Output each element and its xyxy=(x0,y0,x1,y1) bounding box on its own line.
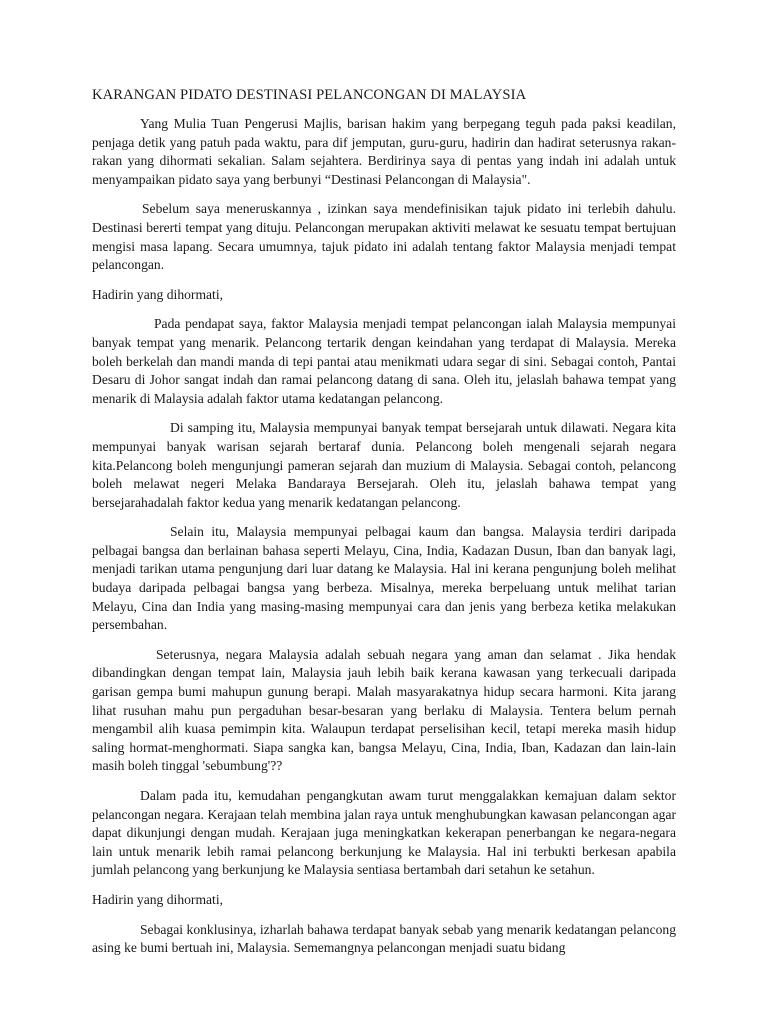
paragraph-conclusion: Sebagai konklusinya, izharlah bahawa terdapat banyak sebab yang menarik kedatangan pelancong asing ke bumi bertuah ini, Malaysia. Sememangnya pelancongan menjadi suatu bidang xyxy=(92,921,676,956)
paragraph-greeting: Hadirin yang dihormati, xyxy=(92,286,223,302)
paragraph-attractive-places: Pada pendapat saya, faktor Malaysia menjadi tempat pelancongan ialah Malaysia mempunyai banyak tempat yang menarik. Pelancong tertarik dengan keindahan yang terdapat di Malaysia. Mereka boleh berkelah dan mandi manda di tepi pantai atau menikmati udara segar di sini. Sebagai contoh, Pantai Desaru di Johor sangat indah dan ramai pelancong datang di sana. Oleh itu, jelaslah bahawa tempat yang menarik di Malaysia adalah faktor utama kedatangan pelancong. xyxy=(92,316,676,406)
paragraph-greeting-2: Hadirin yang dihormati, xyxy=(92,891,223,907)
paragraph-definition: Sebelum saya meneruskannya , izinkan saya mendefinisikan tajuk pidato ini terlebih dahulu. Destinasi bererti tempat yang dituju. Pelancongan merupakan aktiviti melawat ke sesuatu tempat bertujuan mengisi masa lapang. Secara umumnya, tajuk pidato ini adalah tentang faktor Malaysia menjadi tempat pelancongan. xyxy=(92,201,676,273)
document-title: KARANGAN PIDATO DESTINASI PELANCONGAN DI MALAYSIA xyxy=(92,87,527,103)
paragraph-opening: Yang Mulia Tuan Pengerusi Majlis, barisan hakim yang berpegang teguh pada paksi keadilan, penjaga detik yang patuh pada waktu, para dif jemputan, guru-guru, hadirin dan hadirat seterusnya rakan-rakan yang dihormati sekalian. Salam sejahtera. Berdirinya saya di pentas yang indah ini adalah untuk menyampaikan pidato saya yang berbunyi “Destinasi Pelancongan di Malaysia". xyxy=(92,116,676,187)
paragraph-historical-places: Di samping itu, Malaysia mempunyai banyak tempat bersejarah untuk dilawati. Negara kita mempunyai banyak warisan sejarah bertaraf dunia. Pelancong boleh mengenali sejarah negara kita.Pelancong boleh mengunjungi pameran sejarah dan muzium di Malaysia. Sebagai contoh, pelancong boleh melawat negeri Melaka Bandaraya Bersejarah. Oleh itu, jelaslah bahawa tempat yang bersejarahadalah faktor kedua yang menarik kedatangan pelancong. xyxy=(92,420,676,510)
paragraph-transport: Dalam pada itu, kemudahan pengangkutan awam turut menggalakkan kemajuan dalam sektor pelancongan negara. Kerajaan telah membina jalan raya untuk menghubungkan kawasan pelancongan agar dapat dikunjungi dengan mudah. Kerajaan juga meningkatkan kekerapan penerbangan ke negara-negara lain untuk menarik lebih ramai pelancong berkunjung ke Malaysia. Hal ini terbukti berkesan apabila jumlah pelancong yang berkunjung ke Malaysia sentiasa bertambah dari setahun ke setahun. xyxy=(92,788,676,878)
paragraph-ethnic-diversity: Selain itu, Malaysia mempunyai pelbagai kaum dan bangsa. Malaysia terdiri daripada pelbagai bangsa dan berlainan bahasa seperti Melayu, Cina, India, Kadazan Dusun, Iban dan banyak lagi, menjadi tarikan utama pengunjung dari luar datang ke Malaysia. Hal ini kerana pengunjung boleh melihat budaya daripada pelbagai bangsa yang berbeza. Misalnya, mereka berpeluang untuk melihat tarian Melayu, Cina dan India yang masing-masing mempunyai cara dan jenis yang berbeza ketika melakukan persembahan. xyxy=(92,524,676,633)
paragraph-safety: Seterusnya, negara Malaysia adalah sebuah negara yang aman dan selamat . Jika hendak dibandingkan dengan tempat lain, Malaysia jauh lebih baik kerana kawasan yang terkecuali daripada garisan gempa bumi mahupun gunung berapi. Malah masyarakatnya hidup secara harmoni. Kita jarang lihat rusuhan mahu pun pergaduhan besar-besaran yang berlaku di Malaysia. Tentera belum pernah mengambil alih kuasa pemimpin kita. Walaupun terdapat perselisihan kecil, tetapi mereka masih hidup saling hormat-menghormati. Siapa sangka kan, bangsa Melayu, Cina, India, Iban, Kadazan dan lain-lain masih boleh tinggal 'sebumbung'?? xyxy=(92,646,676,774)
